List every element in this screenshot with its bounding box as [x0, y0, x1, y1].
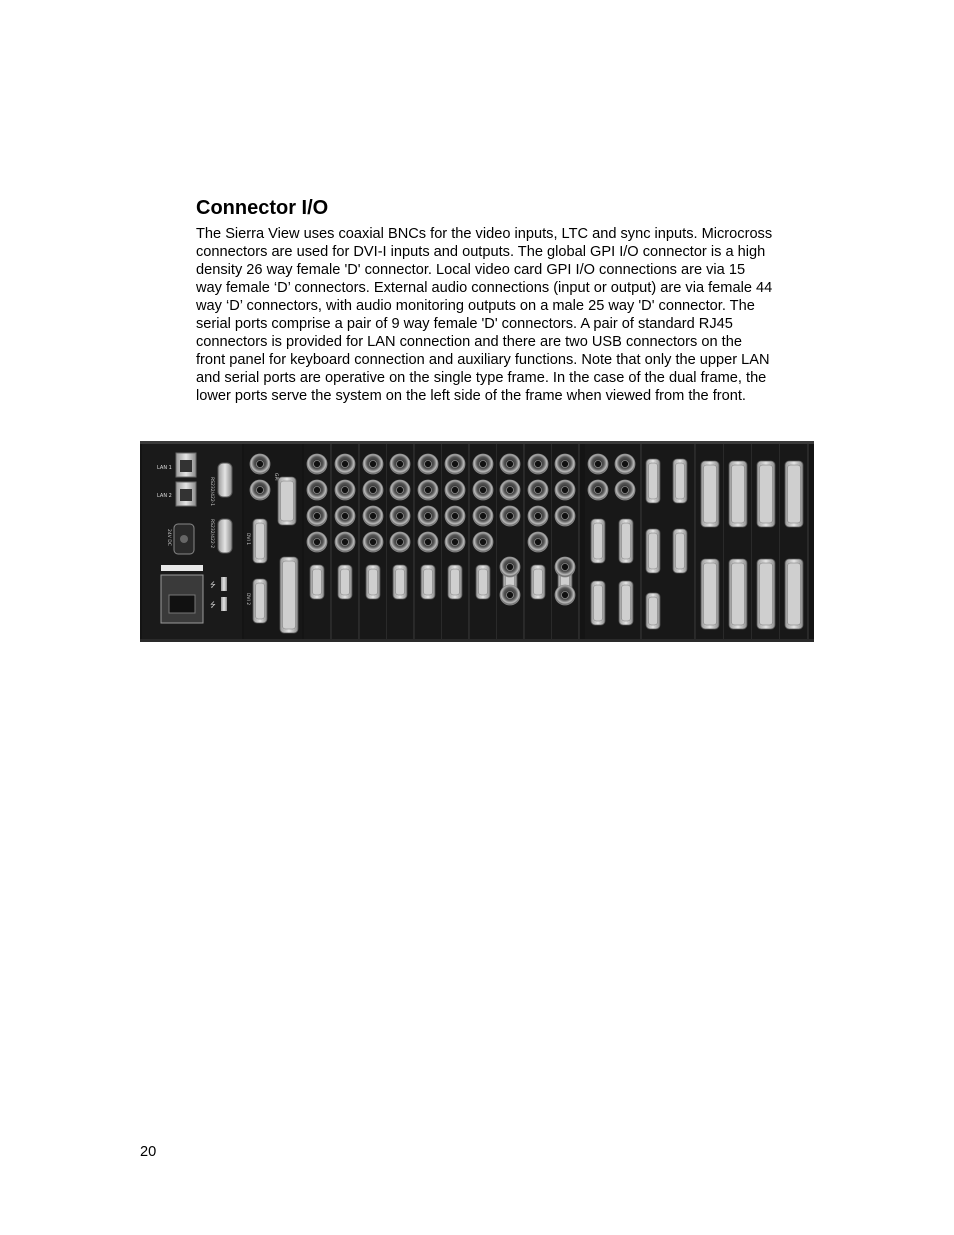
connector-shell	[451, 569, 460, 595]
reference-gpi-module	[244, 444, 302, 639]
bnc-center-pin	[562, 513, 569, 520]
serial-port-2[interactable]	[218, 519, 232, 553]
connector-shell	[283, 561, 296, 629]
lan-2-label: LAN 2	[157, 493, 172, 499]
bnc-center-pin	[622, 487, 629, 494]
dvi-2-label: DVI 2	[245, 593, 250, 606]
bnc-center-pin	[397, 539, 404, 546]
body-paragraph	[196, 225, 821, 405]
dvi-1-label: DVI 1	[245, 533, 250, 546]
connector-shell	[704, 563, 717, 625]
paragraph-line: connectors are used for DVI-I inputs and outputs. The global GPI I/O connector is a high	[196, 244, 766, 260]
connector-shell	[256, 523, 265, 559]
usb-icon: ⭍	[210, 581, 216, 589]
bnc-center-pin	[535, 513, 542, 520]
bnc-center-pin	[535, 539, 542, 546]
connector-shell	[281, 481, 294, 521]
bnc-center-pin	[397, 461, 404, 468]
bnc-center-pin	[507, 487, 514, 494]
connector-shell	[622, 523, 631, 559]
lan-port-socket	[180, 489, 192, 501]
paragraph-line: lower ports serve the system on the left side of the frame when viewed from the front.	[196, 388, 746, 404]
bnc-center-pin	[314, 513, 321, 520]
paragraph-line: The Sierra View uses coaxial BNCs for the video inputs, LTC and sync inputs. Microcross	[196, 226, 773, 242]
connector-shell	[704, 465, 717, 523]
connector-shell	[788, 465, 801, 523]
bnc-center-pin	[452, 539, 459, 546]
paragraph-line: density 26 way female 'D' connector. Local video card GPI I/O connections are via 15	[196, 262, 746, 278]
serial-port-1[interactable]	[218, 463, 232, 497]
rack-bottom-rail	[140, 639, 814, 642]
bnc-center-pin	[370, 461, 377, 468]
bnc-center-pin	[342, 487, 349, 494]
bnc-center-pin	[535, 487, 542, 494]
bnc-center-pin	[507, 592, 514, 599]
lan-port-socket	[180, 460, 192, 472]
connector-shell	[649, 533, 658, 569]
connector-shell	[369, 569, 378, 595]
rack-rear-panel	[140, 441, 814, 642]
bnc-center-pin	[370, 513, 377, 520]
bnc-center-pin	[314, 487, 321, 494]
connector-shell	[760, 465, 773, 523]
section-title: Connector I/O	[196, 197, 329, 219]
connector-shell	[732, 563, 745, 625]
connector-shell	[676, 463, 685, 499]
connector-shell	[534, 569, 543, 595]
connector-shell	[256, 583, 265, 619]
gpi-label: GPI	[273, 473, 278, 481]
bnc-center-pin	[507, 513, 514, 520]
bnc-center-pin	[314, 461, 321, 468]
connector-shell	[313, 569, 322, 595]
bnc-center-pin	[480, 487, 487, 494]
paragraph-line: way female ‘D’ connectors. External audio connections (input or output) are via female 44	[196, 280, 773, 296]
bnc-center-pin	[342, 513, 349, 520]
connector-shell	[594, 523, 603, 559]
bnc-center-pin	[257, 487, 264, 494]
lan-1-label: LAN 1	[157, 465, 172, 471]
bnc-center-pin	[595, 461, 602, 468]
bnc-center-pin	[425, 539, 432, 546]
controller-module	[142, 444, 242, 639]
mains-power-inlet-socket	[169, 595, 195, 613]
paragraph-line: and serial ports are operative on the single type frame. In the case of the dual frame, the	[196, 370, 767, 386]
connector-shell	[788, 563, 801, 625]
connector-shell	[649, 597, 658, 625]
connector-shell	[594, 585, 603, 621]
usb-port[interactable]	[221, 597, 227, 611]
serial-number-plate	[161, 565, 203, 571]
usb-port[interactable]	[221, 577, 227, 591]
serial-1-label: RS232/422-1	[209, 477, 214, 507]
paragraph-line: front panel for keyboard connection and auxiliary functions. Note that only the upper LAN	[196, 352, 770, 368]
bnc-center-pin	[562, 487, 569, 494]
serial-2-label: RS232/422-2	[209, 519, 214, 549]
bnc-center-pin	[425, 513, 432, 520]
bnc-center-pin	[342, 539, 349, 546]
connector-shell	[676, 533, 685, 569]
bnc-center-pin	[562, 592, 569, 599]
bnc-center-pin	[370, 539, 377, 546]
connector-shell	[760, 563, 773, 625]
bnc-center-pin	[480, 461, 487, 468]
connector-shell	[622, 585, 631, 621]
bnc-center-pin	[535, 461, 542, 468]
bnc-center-pin	[397, 513, 404, 520]
page-number: 20	[140, 1144, 157, 1160]
paragraph-line: serial ports comprise a pair of 9 way female 'D' connectors. A pair of standard RJ45	[196, 316, 733, 332]
bnc-center-pin	[480, 539, 487, 546]
paragraph-line: way ‘D’ connectors, with audio monitoring outputs on a male 25 way 'D' connector. The	[196, 298, 755, 314]
bnc-center-pin	[425, 461, 432, 468]
bnc-center-pin	[397, 487, 404, 494]
bnc-center-pin	[507, 461, 514, 468]
bnc-center-pin	[507, 564, 514, 571]
video-card-slots	[304, 444, 808, 639]
bnc-center-pin	[452, 513, 459, 520]
connector-shell	[341, 569, 350, 595]
bnc-center-pin	[622, 461, 629, 468]
bnc-center-pin	[257, 461, 264, 468]
rack-rear-panel-figure	[140, 441, 814, 642]
connector-shell	[479, 569, 488, 595]
bnc-center-pin	[314, 539, 321, 546]
paragraph-line: connectors is provided for LAN connection and there are two USB connectors on the	[196, 334, 742, 350]
bnc-center-pin	[370, 487, 377, 494]
bnc-center-pin	[425, 487, 432, 494]
usb-icon: ⭍	[210, 601, 216, 609]
power-label: 24V DC	[166, 529, 171, 546]
bnc-center-pin	[562, 564, 569, 571]
bnc-center-pin	[452, 461, 459, 468]
bnc-center-pin	[452, 487, 459, 494]
bnc-center-pin	[342, 461, 349, 468]
bnc-center-pin	[480, 513, 487, 520]
connector-shell	[732, 465, 745, 523]
connector-shell	[396, 569, 405, 595]
bnc-center-pin	[562, 461, 569, 468]
bnc-center-pin	[595, 487, 602, 494]
connector-shell	[424, 569, 433, 595]
rack-top-rail	[140, 441, 814, 444]
connector-shell	[649, 463, 658, 499]
dc-power-pin	[180, 535, 188, 543]
